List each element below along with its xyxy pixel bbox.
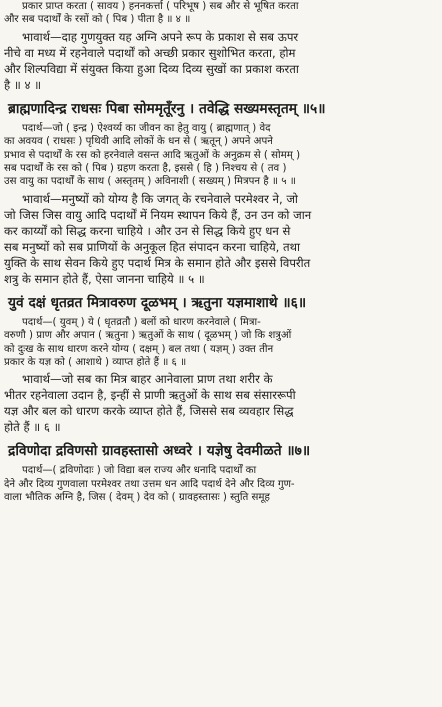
text-line: सब मनुष्यों को सब प्राणियों के अनुकूल हित संपादन करना चाहिये, तथा [4, 239, 301, 254]
text-line: को दुःख के साथ धारण करने योग्य ( दक्षम् ) बल तथा ( यज्ञम् ) उक्त तीन [4, 343, 274, 355]
padarth-paragraph-7 [4, 464, 436, 504]
text-line: और शिल्पविद्या में संयुक्त किया हुआ दिव्य दिव्य सुखों का प्रकाश करता [4, 61, 299, 76]
text-line: यज्ञ और बल को धारण करके व्याप्त होते हैं, जिससे सब व्यवहार सिद्ध [4, 404, 294, 419]
text-line: का अवयव ( राधसः ) पृथिवी आदि लोकों के धन से ( ऋतून् ) अपने अपने [4, 136, 273, 148]
text-line: उस वायु का पदार्थों के साथ ( अस्तृतम् ) अविनाशी ( सख्यम् ) मित्रपन है ॥ ५ ॥ [4, 176, 296, 188]
text-line: प्रभाव से पदार्थों के रस को हरनेवाले वसन्त आदि ऋतुओं के अनुक्रम से ( सोमम् ) [4, 149, 301, 161]
bhavarth-paragraph-4 [4, 29, 436, 93]
text-line: नीचे वा मध्य में रहनेवाले पदार्थों को अच्छी प्रकार सुशोभित करता, होम [4, 45, 296, 60]
text-line: शत्रु के समान होते हैं, ऐसा जानना चाहिये ॥ ५ ॥ [4, 271, 205, 286]
commentary-continuation [4, 0, 436, 27]
text-line: है ॥ ४ ॥ [4, 77, 42, 92]
text-line: पदार्थ—( युवम् ) ये ( धृतव्रतौ ) बलों को धारण करनेवाले ( मित्रा- [22, 316, 261, 328]
mantra-verse-5: ब्राह्मणादिन्द्र राधसः पिबा सोममृतूँरनु । तवेद्धि सख्यमस्तृतम् ॥५॥ [8, 100, 326, 117]
text-line: सब पदार्थों के रस को ( पिब ) ग्रहण करता है, इससे ( हि ) निश्चय से ( तव ) [4, 163, 287, 175]
text-line: भावार्थ—जो सब का मित्र बाहर आनेवाला प्राण तथा शरीर के [22, 372, 273, 387]
padarth-paragraph-5 [4, 122, 436, 189]
mantra-verse-6: युवं दक्षं धृतव्रत मित्रावरुण दूळभम् । ऋतुना यज्ञमाशाथे ॥६॥ [8, 294, 307, 311]
text-line: और सब पदार्थों के रसों को ( पिब ) पीता है ॥ ४ ॥ [4, 14, 191, 26]
text-line: वाला भौतिक अग्नि है, जिस ( देवम् ) देव को ( ग्रावहस्तासः ) स्तुति समूह [4, 492, 270, 504]
text-line: होते हैं ॥ ६ ॥ [4, 420, 61, 435]
mantra-verse-7: द्रविणोदा द्रविणसो ग्रावहस्तासो अध्वरे । यज्ञेषु देवमीळते ॥७॥ [8, 443, 311, 460]
bhavarth-paragraph-6 [4, 371, 436, 435]
bhavarth-paragraph-5 [4, 191, 436, 287]
text-line: पदार्थ—( द्रविणोदाः ) जो विद्या बल राज्य और धनादि पदार्थों का [22, 465, 257, 477]
text-line: प्रकार के यज्ञ को ( आशाथे ) व्याप्त होते हैं ॥ ६ ॥ [4, 357, 187, 369]
text-line: प्रकार प्राप्त करता ( सावय ) हननकर्त्ता ( परिभूष ) सब और से भूषित करता [22, 1, 299, 12]
text-line: युक्ति के साथ सेवन किये हुए पदार्थ मित्र के समान होते और इससे विपरीत [4, 255, 311, 270]
text-line: जो जिस जिस वायु आदि पदार्थों में नियम स्थापन किये हैं, उन उन को जान [4, 207, 312, 222]
text-line: भावार्थ—मनुष्यों को योग्य है कि जगत् के रचनेवाले परमेश्वर ने, जो [22, 191, 298, 206]
text-line: वरुणौ ) प्राण और अपान ( ऋतुना ) ऋतुओं के साथ ( दूळभम् ) जो कि शत्रुओं [4, 330, 292, 342]
text-line: भावार्थ—दाह गुणयुक्त यह अग्नि अपने रूप के प्रकाश से सब ऊपर [22, 29, 299, 44]
text-line: भीतर रहनेवाला उदान है, इन्हीं से प्राणी ऋतुओं के साथ सब संसाररूपी [4, 388, 296, 403]
padarth-paragraph-6 [4, 316, 436, 370]
text-line: देने और दिव्य गुणवाला परमेश्वर तथा उत्तम धन आदि पदार्थ देने और दिव्य गुण- [4, 478, 295, 490]
text-line: कर कार्य्यों को सिद्ध करना चाहिये । और उन से सिद्ध किये हुए धन से [4, 223, 291, 238]
text-line: पदार्थ—जो ( इन्द्र ) ऐश्वर्य्य का जीवन का हेतु वायु ( ब्राह्मणात् ) वेद [22, 122, 271, 134]
